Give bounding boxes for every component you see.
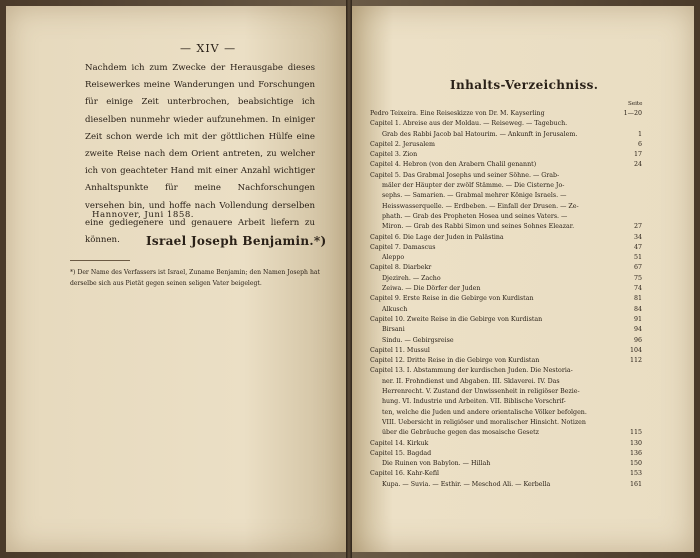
toc-entry bbox=[370, 191, 642, 201]
toc-entry bbox=[370, 418, 642, 428]
toc-entry bbox=[370, 263, 642, 273]
toc-seite-label: Seite bbox=[628, 101, 643, 107]
toc-entry bbox=[370, 325, 642, 335]
toc-entry-text: Capitel 16. Kahr-Kefil bbox=[370, 470, 440, 478]
toc-entry-text: über die Gebräuche gegen das mosaische Gesetz bbox=[382, 429, 539, 437]
toc-entry-text: Capitel 7. Damascus bbox=[370, 243, 436, 251]
toc-entry bbox=[370, 130, 642, 140]
toc-entry-page: 1—20 bbox=[623, 110, 642, 117]
toc-title: Inhalts-Verzeichniss. bbox=[450, 78, 599, 92]
place-date: Hannover, Juni 1858. bbox=[92, 210, 195, 220]
preface-paragraph: Nachdem ich zum Zwecke der Herausgabe dieses Reisewerkes meine Wanderungen und Forschungen für einige Zeit unterbrochen, beabsichtige ich dieselben nunmehr wieder aufzunehmen. In einiger Zeit schon werde ich mit der göttlichen Hülfe eine zweite Reise nach dem Orient antreten, zu welcher ich von geachteter Hand mit einer Anzahl wichtiger Anhaltspunkte für meine Nachforschungen versehen bin, und hoffe nach Vollendung derselben eine gediegenere und genauere Arbeit liefern zu können. bbox=[85, 63, 315, 246]
toc-entry bbox=[370, 140, 642, 150]
toc-entry bbox=[370, 274, 642, 284]
toc-entry bbox=[370, 160, 642, 170]
toc-entry bbox=[370, 449, 642, 459]
toc-entry bbox=[370, 150, 642, 160]
toc-entry bbox=[370, 315, 642, 325]
toc-entry-page: 47 bbox=[633, 243, 642, 251]
toc-entry-page: 104 bbox=[629, 346, 642, 354]
toc-entry-text: Miron. — Grab des Rabbi Simon und seines Sohnes Eleazar. bbox=[382, 223, 575, 231]
toc-entry-text: Die Ruinen von Babylon. — Hillah bbox=[382, 460, 491, 468]
toc-entry-text: Capitel 9. Erste Reise in die Gebirge von Kurdistan bbox=[370, 295, 534, 303]
toc-entry-page: 112 bbox=[629, 357, 642, 365]
toc-entry-page: 24 bbox=[633, 161, 642, 169]
toc-entry bbox=[370, 387, 642, 397]
toc-entry-page: 74 bbox=[633, 285, 642, 293]
toc-entry-text: Capitel 13. I. Abstammung der kurdischen Juden. Die Nestoria- bbox=[370, 367, 573, 375]
toc-entry bbox=[370, 233, 642, 243]
toc-entry bbox=[370, 377, 642, 387]
toc-entry-page: 81 bbox=[633, 295, 642, 303]
toc-entry-text: Capitel 3. Zion bbox=[370, 151, 418, 159]
toc-entry-text: ner. II. Frohndienst und Abgaben. III. Sklaverei. IV. Das bbox=[382, 377, 560, 385]
toc-entry-page: 130 bbox=[629, 439, 642, 447]
toc-entry bbox=[370, 243, 642, 253]
toc-entry-page: 84 bbox=[633, 305, 642, 313]
toc-entry-page: 150 bbox=[629, 460, 642, 468]
toc-entry bbox=[370, 408, 642, 418]
toc-entry bbox=[370, 294, 642, 304]
toc-entry-text: Capitel 5. Das Grabmal Josephs und seiner Söhne. — Grab- bbox=[370, 171, 560, 179]
toc-entry-page: 67 bbox=[633, 264, 642, 272]
toc-entry bbox=[370, 253, 642, 263]
toc-entry bbox=[370, 336, 642, 346]
toc-entry bbox=[370, 109, 642, 119]
toc-entry-text: Alkusch bbox=[382, 305, 408, 313]
toc-entry-text: Sindu. — Gebirgsreise bbox=[382, 336, 454, 344]
toc-entry-page: 34 bbox=[633, 233, 642, 241]
toc-entry-text: Capitel 4. Hebron (von den Arabern Chalil genannt) bbox=[370, 161, 537, 169]
toc-entry-text: Capitel 14. Kirkuk bbox=[370, 439, 429, 447]
toc-entry bbox=[370, 222, 642, 232]
toc-entry-text: Capitel 10. Zweite Reise in die Gebirge von Kurdistan bbox=[370, 315, 543, 323]
toc-entry-text: Capitel 1. Abreise aus der Moldau. — Reiseweg. — Tagebuch. bbox=[370, 120, 568, 128]
footnote-rule bbox=[70, 260, 130, 261]
page-number: — XIV — bbox=[180, 42, 237, 55]
toc-entry-text: Capitel 6. Die Lage der Juden in Palästina bbox=[370, 233, 504, 241]
toc-entry-page: 75 bbox=[633, 274, 642, 282]
toc-entry bbox=[370, 459, 642, 469]
toc-entry bbox=[370, 305, 642, 315]
toc-entry-text: hung. VI. Industrie und Arbeiten. VII. Biblische Vorschrif- bbox=[382, 398, 566, 406]
toc-entry bbox=[370, 119, 642, 129]
footnote: *) Der Name des Verfassers ist Israel, Zuname Benjamin; den Namen Joseph hat derselbe sich aus Pietät gegen seinen seligen Vater beigelegt. bbox=[70, 269, 320, 287]
toc-entry-text: sephs. — Samarien. — Grabmal mehrer Könige Israels. — bbox=[382, 192, 567, 200]
toc-entry-page: 17 bbox=[633, 151, 642, 159]
toc-entry-page: 161 bbox=[629, 480, 642, 488]
table-of-contents bbox=[370, 109, 642, 490]
book-gutter bbox=[346, 0, 352, 558]
toc-entry-text: Pedro Teixeira. Eine Reiseskizze von Dr. M. Kayserling bbox=[370, 110, 545, 117]
toc-entry-text: Capitel 12. Dritte Reise in die Gebirge von Kurdistan bbox=[370, 357, 540, 365]
toc-entry-page: 6 bbox=[637, 140, 642, 148]
toc-entry-page: 136 bbox=[629, 449, 642, 457]
toc-entry bbox=[370, 212, 642, 222]
toc-entry-text: Grab des Rabbi Jacob bal Hatourim. — Ankunft in Jerusalem. bbox=[382, 130, 578, 138]
toc-entry bbox=[370, 356, 642, 366]
toc-entry-text: Zeiwa. — Die Dörfer der Juden bbox=[382, 285, 481, 293]
toc-entry-page: 115 bbox=[629, 429, 642, 437]
toc-entry-text: ten, welche die Juden und andere orientalische Völker befolgen. bbox=[382, 408, 587, 416]
toc-entry bbox=[370, 439, 642, 449]
toc-entry-text: Aleppo bbox=[382, 254, 405, 262]
toc-entry-page: 94 bbox=[633, 326, 642, 334]
author-signature: Israel Joseph Benjamin.*) bbox=[146, 234, 327, 248]
toc-entry bbox=[370, 284, 642, 294]
toc-entry bbox=[370, 428, 642, 438]
toc-entry bbox=[370, 181, 642, 191]
toc-entry-page: 96 bbox=[633, 336, 642, 344]
toc-entry-page: 27 bbox=[633, 223, 642, 231]
toc-entry bbox=[370, 397, 642, 407]
toc-entry bbox=[370, 202, 642, 212]
toc-entry-text: Djezireh. — Zacho bbox=[382, 274, 441, 282]
toc-entry-text: Capitel 2. Jerusalem bbox=[370, 140, 435, 148]
toc-entry-text: Capitel 8. Diarbekr bbox=[370, 264, 432, 272]
toc-entry-text: Herrenrecht. V. Zustand der Unwissenheit in religiöser Bezie- bbox=[382, 388, 580, 396]
toc-entry-page: 1 bbox=[637, 130, 642, 138]
toc-entry-text: VIII. Uebersicht in religiöser und moralischer Hinsicht. Notizen bbox=[382, 418, 586, 426]
toc-entry-text: Capitel 11. Mussul bbox=[370, 346, 430, 354]
toc-entry bbox=[370, 171, 642, 181]
toc-entry-text: Capitel 15. Bagdad bbox=[370, 449, 432, 457]
toc-entry bbox=[370, 480, 642, 490]
toc-entry bbox=[370, 469, 642, 479]
toc-entry-page: 153 bbox=[629, 470, 642, 478]
toc-entry-text: mäler der Häupter der zwölf Stämme. — Die Cisterne Jo- bbox=[382, 182, 565, 190]
toc-entry-text: Kupa. — Suvia. — Esthir. — Meschod Ali. — Kerbella bbox=[382, 480, 551, 488]
toc-entry-text: Birsani bbox=[382, 326, 405, 334]
toc-entry-page: 91 bbox=[633, 315, 642, 323]
toc-entry-text: phath. — Grab des Propheten Hosea und seines Vaters. — bbox=[382, 212, 568, 220]
toc-entry-page: 51 bbox=[633, 254, 642, 262]
toc-entry-text: Heisswasserquelle. — Erdbeben. — Einfall der Drusen. — Ze- bbox=[382, 202, 579, 210]
toc-entry bbox=[370, 366, 642, 376]
toc-entry bbox=[370, 346, 642, 356]
